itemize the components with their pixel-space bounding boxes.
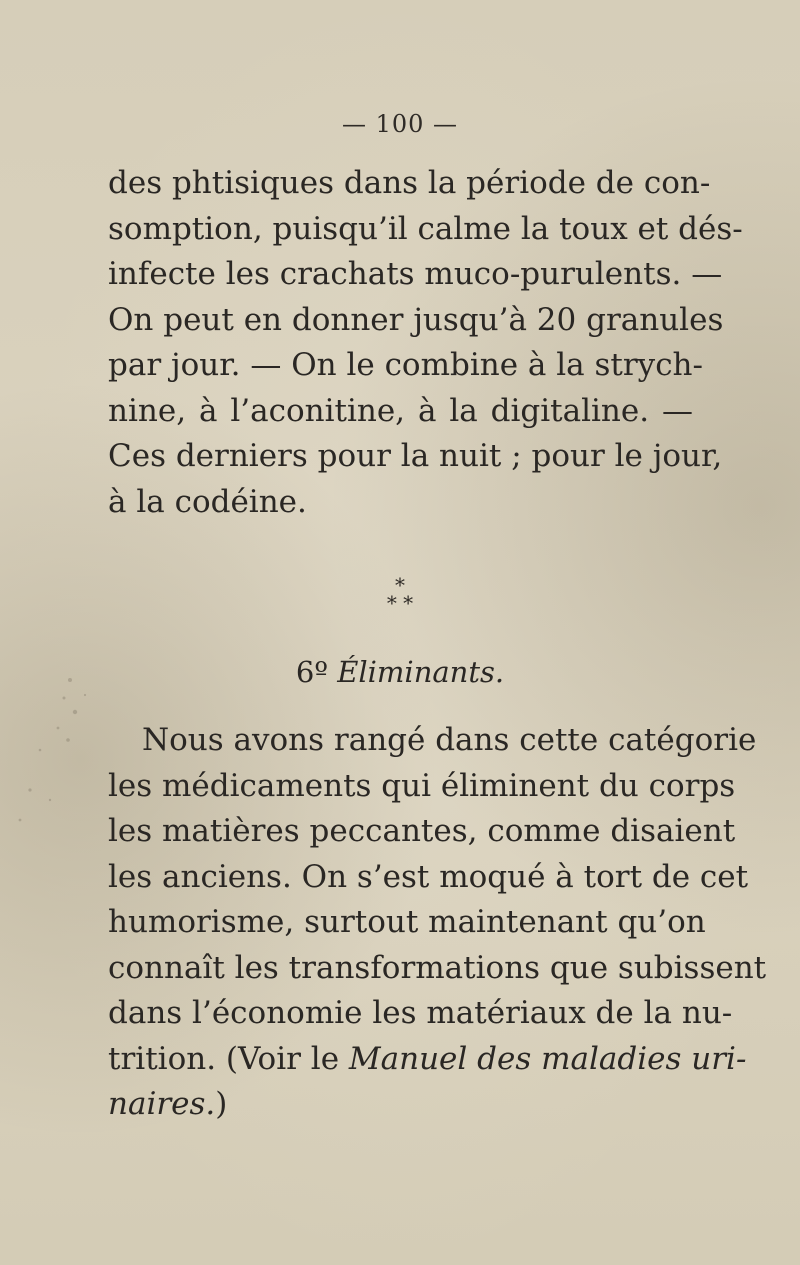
asterism-top: * [395,573,405,597]
text-line: infecte les crachats muco-purulents. — [108,256,723,292]
text-line: par jour. — On le combine à la strych- [108,347,703,383]
text-line: nine, à l’aconitine, à la digitaline. — [108,392,693,429]
citation-title-part-2: naires. [108,1086,216,1122]
text-line: somption, puisqu’il calme la toux et dés- [108,210,743,247]
section-heading [0,655,800,689]
page-number: — 100 — [341,110,459,138]
text-line: des phtisiques dans la période de con- [108,165,711,201]
citation-close: ) [215,1086,228,1122]
text-line-with-citation [108,1037,747,1083]
text-line: à la codéine. [108,483,307,520]
section-number: 6º [295,655,328,689]
citation-title-part-1: Manuel des maladies uri- [348,1040,747,1077]
text-line: connaît les transformations que subissent [108,949,767,986]
text-line: dans l’économie les matériaux de la nu- [108,995,733,1031]
section-title: Éliminants. [337,655,505,689]
paragraph-2 [108,718,767,1128]
text-line: les matières peccantes, comme disaient [108,813,736,849]
text-line: On peut en donner jusqu’à 20 granules [108,301,724,338]
text-line: les anciens. On s’est moqué à tort de cet [108,858,749,895]
text-line-with-citation [108,1082,693,1128]
paragraph-1 [108,161,743,525]
asterism-separator [0,573,800,615]
text-line: Nous avons rangé dans cette catégorie [142,722,757,758]
text-line: Ces derniers pour la nuit ; pour le jour, [108,438,723,474]
asterism-bottom: * * [386,591,414,615]
text-line: humorisme, surtout maintenant qu’on [108,904,706,940]
text-line: les médicaments qui éliminent du corps [108,767,736,804]
citation-lead: trition. (Voir le [108,1040,349,1077]
